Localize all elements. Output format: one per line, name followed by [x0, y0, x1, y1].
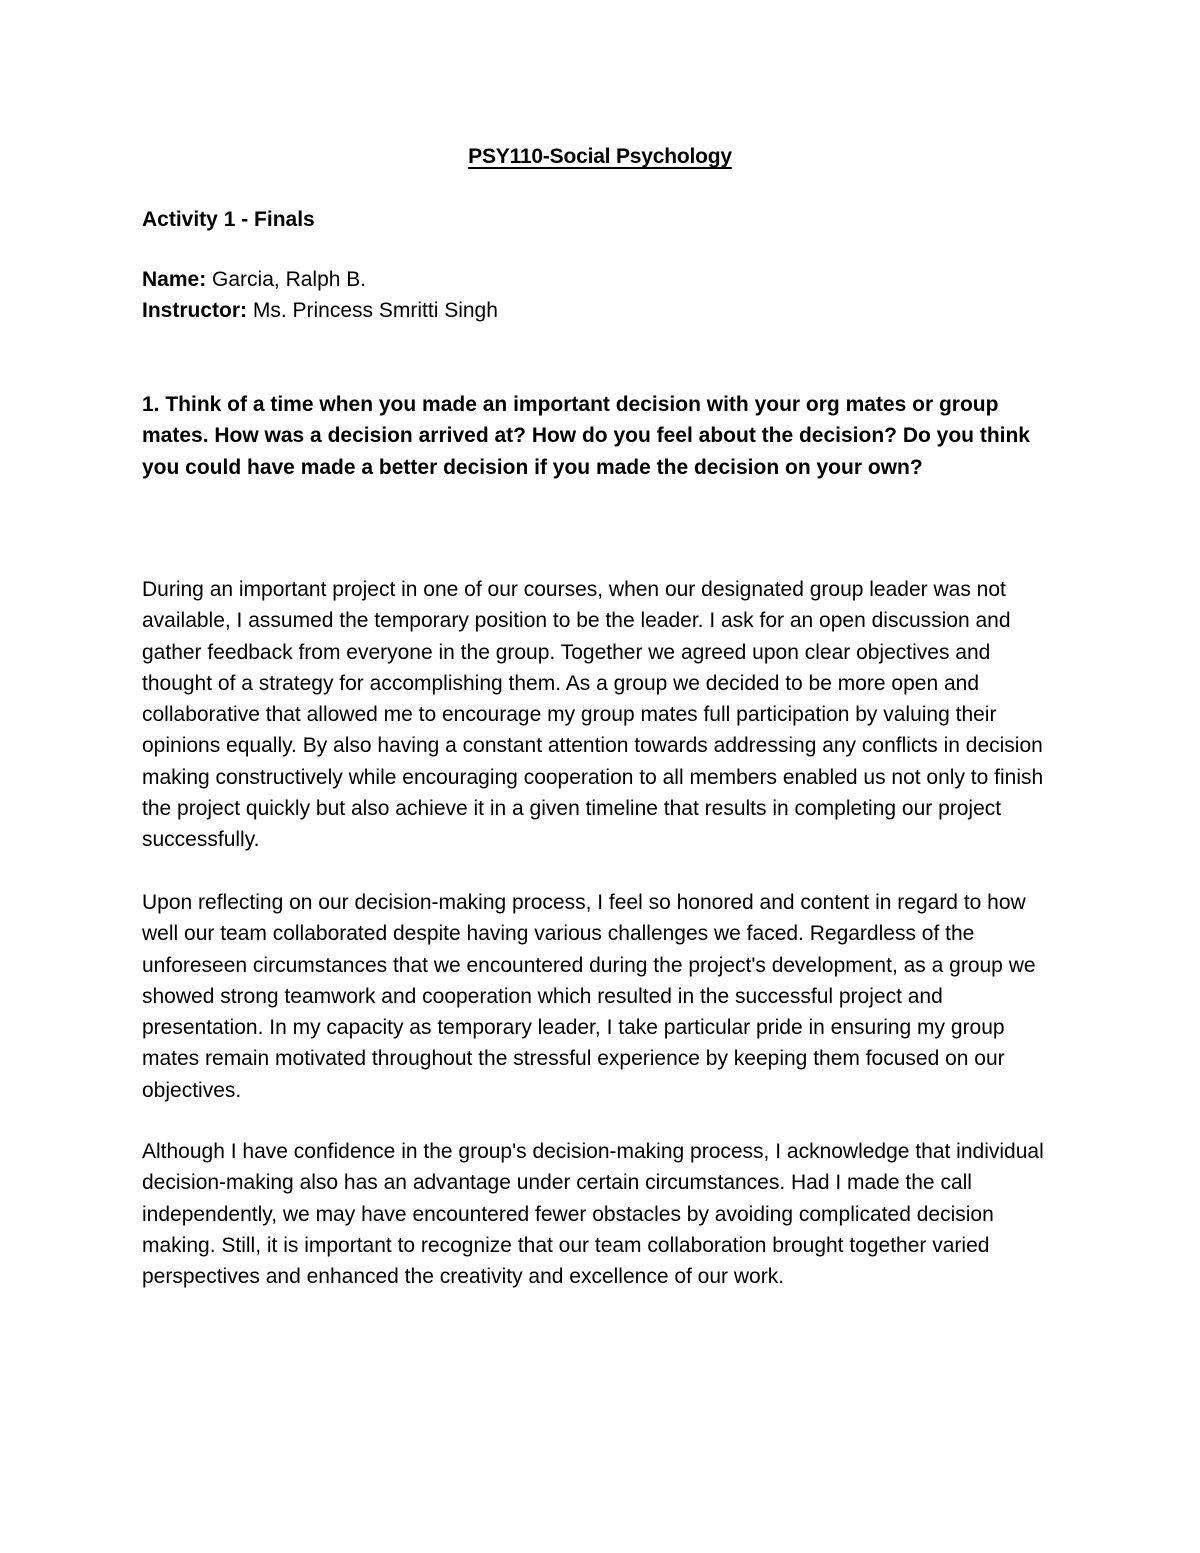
paragraph-text: Upon reflecting on our decision-making process, I feel so honored and content in regard to how well our team collaborated despite having various challenges we faced. Regardless of the unforeseen circumstances that we encountered during the project's development, as a group we showed strong teamwork and cooperation which resulted in the successful project and presentation. In my capacity as temporary leader, I take particular pride in ensuring my group mates remain motivated throughout the stressful experience by keeping them focused on our objectives. [142, 891, 1036, 1102]
answer-paragraph-1 [142, 574, 1062, 856]
instructor-label: Instructor: [142, 299, 247, 322]
question-text: 1. Think of a time when you made an important decision with your org mates or group mates. How was a decision arrived at? How do you feel about the decision? Do you think you could have made a better decision if you made the decision on your own? [142, 393, 1030, 479]
name-value: Garcia, Ralph B. [212, 268, 367, 291]
paragraph-text: During an important project in one of our courses, when our designated group leader was not available, I assumed the temporary position to be the leader. I ask for an open discussion and gather feedback from everyone in the group. Together we agreed upon clear objectives and thought of a strategy for accomplishing them. As a group we decided to be more open and collaborative that allowed me to encourage my group mates full participation by valuing their opinions equally. By also having a constant attention towards addressing any conflicts in decision making constructively while encouraging cooperation to all members enabled us not only to finish the project quickly but also achieve it in a given timeline that results in completing our project successfully. [142, 578, 1044, 852]
document-title: PSY110-Social Psychology [468, 145, 732, 168]
answer-paragraph-3 [142, 1136, 1062, 1292]
paragraph-text: Although I have confidence in the group's decision-making process, I acknowledge that individual decision-making also has an advantage under certain circumstances. Had I made the call independently, we may have encountered fewer obstacles by avoiding complicated decision making. Still, it is important to recognize that our team collaboration brought together varied perspectives and enhanced the creativity and excellence of our work. [142, 1140, 1044, 1289]
name-row [142, 264, 366, 295]
name-label: Name: [142, 268, 207, 291]
answer-paragraph-2 [142, 887, 1062, 1106]
activity-heading: Activity 1 - Finals [142, 208, 315, 231]
instructor-row [142, 295, 498, 326]
instructor-value: Ms. Princess Smritti Singh [252, 299, 498, 322]
